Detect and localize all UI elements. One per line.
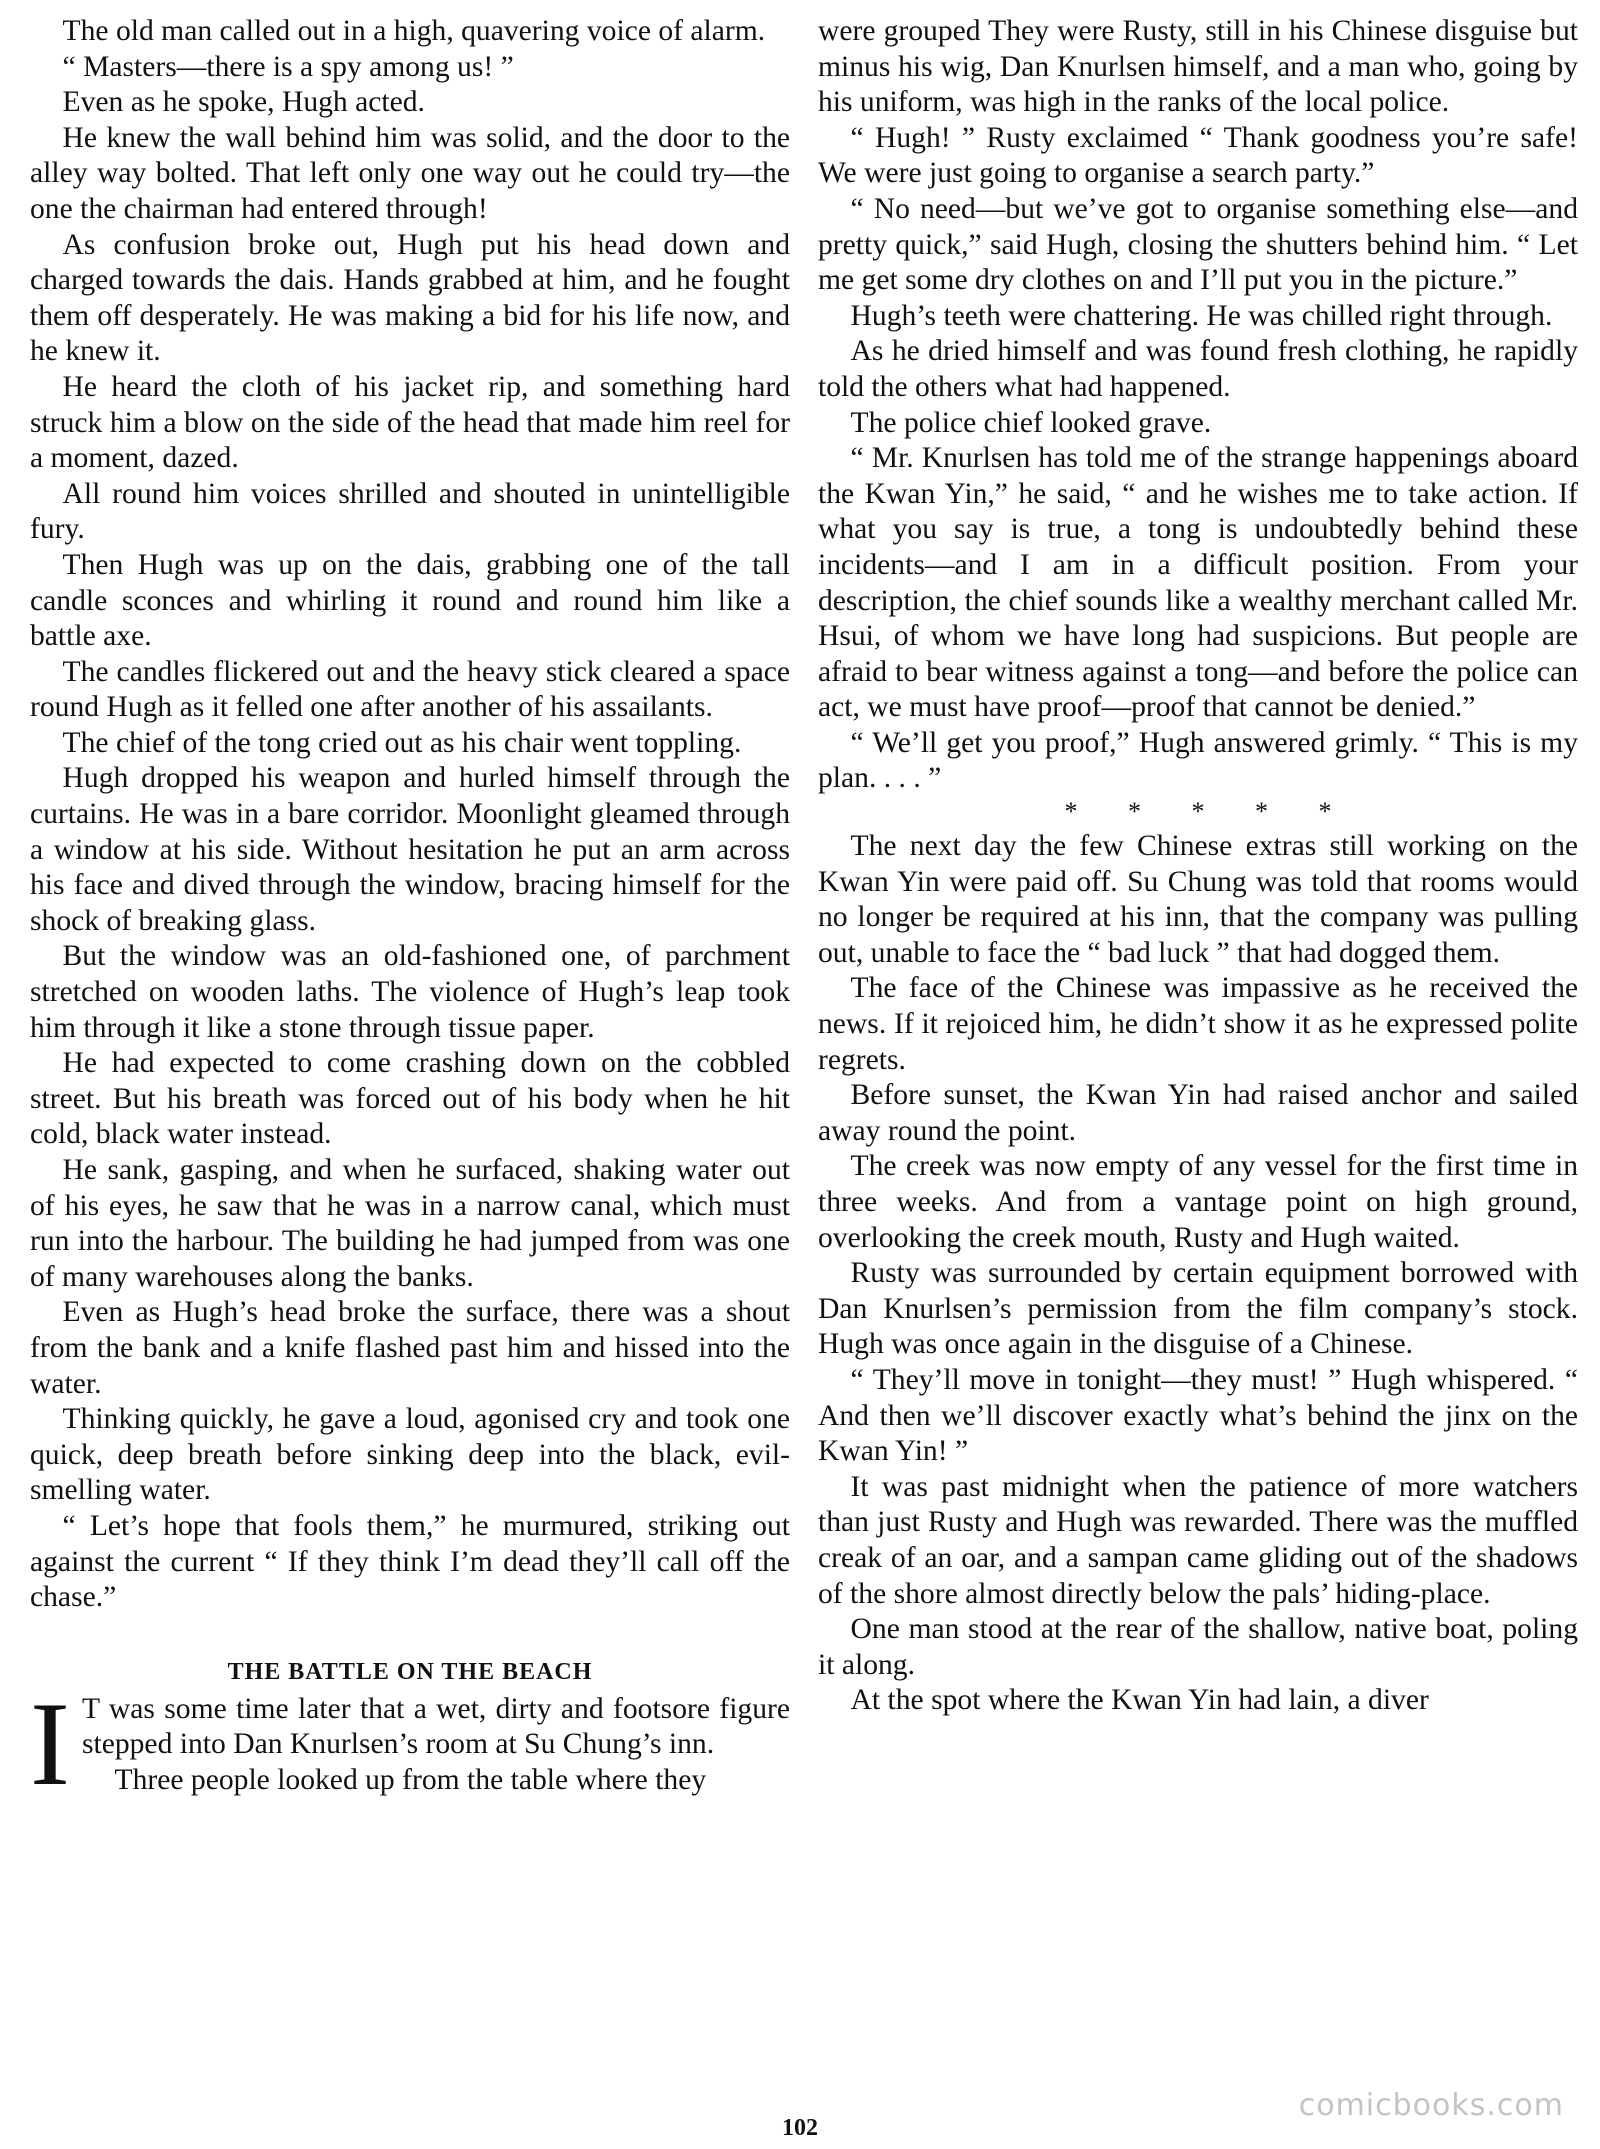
paragraph: were grouped They were Rusty, still in his Chinese disguise but minus his wig, Dan Knurlsen himself, and a man who, going by his uniform, was high in the ranks of the local police. <box>818 15 1578 119</box>
right-column <box>818 14 1578 2104</box>
section-second-paragraph: Three people looked up from the table where they <box>114 1763 707 1796</box>
paragraph: As he dried himself and was found fresh clothing, he rapidly told the others what had happened. <box>818 335 1578 403</box>
paragraph: Thinking quickly, he gave a loud, agonised cry and took one quick, deep breath before sinking deep into the black, evil-smelling water. <box>30 1403 790 1507</box>
paragraph: The face of the Chinese was impassive as he received the news. If it rejoiced him, he didn’t show it as he expressed polite regrets. <box>818 972 1578 1076</box>
left-paragraphs <box>30 14 790 1616</box>
paragraph: But the window was an old-fashioned one, of parchment stretched on wooden laths. The violence of Hugh’s leap took him through it like a stone through tissue paper. <box>30 940 790 1044</box>
page-number: 102 <box>782 2115 818 2141</box>
scene-break: * * * * * <box>1064 797 1354 827</box>
watermark: comicbooks.com <box>1298 2088 1564 2123</box>
book-page <box>30 14 1578 2104</box>
paragraph: He had expected to come crashing down on the cobbled street. But his breath was forced out of his body when he hit cold, black water instead. <box>30 1047 790 1151</box>
paragraph: Hugh dropped his weapon and hurled himself through the curtains. He was in a bare corridor. Moonlight gleamed through a window at his side. Without hesitation he put an arm across his face and dived through the window, bracing himself for the shock of breaking glass. <box>30 762 790 937</box>
paragraph: Even as he spoke, Hugh acted. <box>62 86 425 119</box>
paragraph: As confusion broke out, Hugh put his head down and charged towards the dais. Hands grabbed at him, and he fought them off desperately. He was making a bid for his life now, and he knew it. <box>30 228 790 368</box>
paragraph: He sank, gasping, and when he surfaced, shaking water out of his eyes, he saw that he was in a narrow canal, which must run into the harbour. The building he had jumped from was one of many warehouses along the banks. <box>30 1154 790 1293</box>
paragraph: Rusty was surrounded by certain equipment borrowed with Dan Knurlsen’s permission from the film company’s stock. Hugh was once again in the disguise of a Chinese. <box>818 1257 1578 1361</box>
paragraph: Hugh’s teeth were chattering. He was chilled right through. <box>850 299 1553 332</box>
section-title: THE BATTLE ON THE BEACH <box>227 1658 593 1685</box>
paragraph: All round him voices shrilled and shouted in unintelligible fury. <box>30 477 790 546</box>
paragraph: The next day the few Chinese extras still working on the Kwan Yin were paid off. Su Chung was told that rooms would no longer be required at his inn, that the company was pulling out, unable to face the “ bad luck ” that had dogged them. <box>818 830 1578 969</box>
paragraph: Then Hugh was up on the dais, grabbing one of the tall candle sconces and whirling it round and round him like a battle axe. <box>30 548 790 653</box>
paragraph: Even as Hugh’s head broke the surface, there was a shout from the bank and a knife flashed past him and hissed into the water. <box>30 1296 790 1400</box>
paragraph: “ Mr. Knurlsen has told me of the strange happenings aboard the Kwan Yin,” he said, “ and he wishes me to take action. If what you say is true, a tong is undoubtedly behind these incidents—and I am in a difficult position. From your description, the chief sounds like a wealthy merchant called Mr. Hsui, of whom we have long had suspicions. But people are afraid to bear witness against a tong—and before the police can act, we must have proof—proof that cannot be denied.” <box>818 442 1578 724</box>
paragraph: The candles flickered out and the heavy stick cleared a space round Hugh as it felled one after another of his assailants. <box>30 655 790 724</box>
right-paragraphs-after-break <box>818 829 1578 1719</box>
paragraph: At the spot where the Kwan Yin had lain, a diver <box>850 1684 1429 1717</box>
paragraph: The chief of the tong cried out as his chair went toppling. <box>62 726 742 759</box>
paragraph: “ They’ll move in tonight—they must! ” Hugh whispered. “ And then we’ll discover exactly what’s behind the jinx on the Kwan Yin! ” <box>818 1363 1578 1468</box>
paragraph: He heard the cloth of his jacket rip, and something hard struck him a blow on the side of the head that made him reel for a moment, dazed. <box>30 370 790 475</box>
paragraph: The old man called out in a high, quavering voice of alarm. <box>62 15 766 47</box>
paragraph: Before sunset, the Kwan Yin had raised anchor and sailed away round the point. <box>818 1079 1578 1147</box>
paragraph: The creek was now empty of any vessel for the first time in three weeks. And from a vantage point on high ground, overlooking the creek mouth, Rusty and Hugh waited. <box>818 1150 1578 1254</box>
paragraph: It was past midnight when the patience of more watchers than just Rusty and Hugh was rewarded. There was the muffled creak of an oar, and a sampan came gliding out of the shadows of the shore almost directly below the pals’ hiding-place. <box>818 1470 1578 1610</box>
drop-cap: I <box>30 1676 70 1810</box>
paragraph: “ We’ll get you proof,” Hugh answered grimly. “ This is my plan. . . . ” <box>818 726 1578 795</box>
section-opening-text: T was some time later that a wet, dirty and footsore figure stepped into Dan Knurlsen’s room at Su Chung’s inn. <box>81 1692 790 1761</box>
paragraph: “ Hugh! ” Rusty exclaimed “ Thank goodness you’re safe! We were just going to organise a search party.” <box>818 121 1578 190</box>
paragraph: He knew the wall behind him was solid, and the door to the alley way bolted. That left only one way out he could try—the one the chairman had entered through! <box>30 121 790 225</box>
left-column <box>30 14 790 2104</box>
paragraph: “ No need—but we’ve got to organise something else—and pretty quick,” said Hugh, closing the shutters behind him. “ Let me get some dry clothes on and I’ll put you in the picture.” <box>818 192 1578 297</box>
paragraph: The police chief looked grave. <box>850 406 1212 439</box>
paragraph: One man stood at the rear of the shallow, native boat, poling it along. <box>818 1613 1578 1681</box>
paragraph: “ Masters—there is a spy among us! ” <box>62 50 514 83</box>
paragraph: “ Let’s hope that fools them,” he murmured, striking out against the current “ If they think I’m dead they’ll call off the chase.” <box>30 1509 790 1614</box>
right-paragraphs-before-break <box>818 14 1578 797</box>
